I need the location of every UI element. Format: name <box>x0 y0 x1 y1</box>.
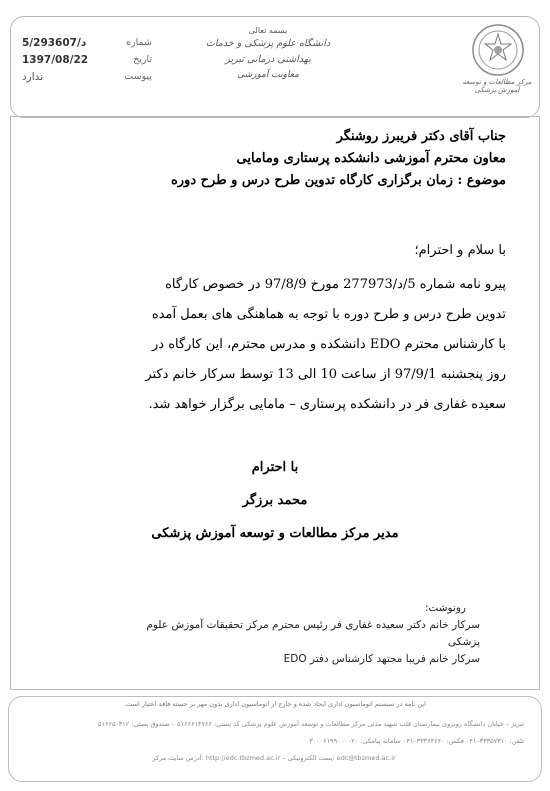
department-name: معاونت آموزشی <box>237 70 299 80</box>
letter-date-label: تاریخ <box>133 54 152 65</box>
letter-meta <box>22 34 152 85</box>
addressee-name: جناب آقای دکتر فریبرز روشنگر <box>336 129 506 144</box>
letterhead-calligraphy <box>188 26 348 82</box>
letter-date: 1397/08/22 <box>22 53 89 66</box>
attachment-value: ندارد <box>22 70 44 83</box>
paragraph-line: با کارشناس محترم EDO دانشکده و مدرس محترم، این کارگاه در <box>152 337 506 352</box>
addressee-block <box>66 126 506 192</box>
attachment-row <box>22 68 152 85</box>
footer-notice: این نامه در سیستم اتوماسیون اداری ایجاد شده و خارج از اتوماسیون اداری بدون مهر بر جسته فاقد اعتبار است. <box>124 700 426 708</box>
letter-number-row <box>22 34 152 51</box>
university-emblem-icon <box>470 22 526 78</box>
addressee-position: معاون محترم آموزشی دانشکده پرستاری ومامایی <box>236 151 506 166</box>
emblem-caption: مرکز مطالعات و توسعه آموزش پزشکی <box>462 78 532 94</box>
signatory-title: مدیر مرکز مطالعات و توسعه آموزش پزشکی <box>151 526 399 541</box>
cc-title: رونوشت: <box>424 602 466 614</box>
attachment-label: پیوست <box>124 71 152 82</box>
letter-number-label: شماره <box>126 37 152 48</box>
cc-block <box>60 600 480 668</box>
cc-line: سرکار خانم فریبا مجتهد کارشناس دفتر EDO <box>283 653 480 665</box>
paragraph-line: تدوین طرح درس و طرح دوره با توجه به هماهنگی های بعمل آمده <box>151 307 506 322</box>
paragraph-line: سعیده غفاری فر در دانشکده پرستاری – مامایی برگزار خواهد شد. <box>148 397 506 412</box>
signature-closing: با احترام <box>251 460 299 475</box>
signatory-name: محمد برزگر <box>242 493 308 508</box>
letter-paragraph <box>42 270 506 420</box>
cc-line: پزشکی <box>447 636 480 648</box>
university-name: دانشگاه علوم پزشکی و خدمات بهداشتی درمانی تبریز <box>205 38 331 65</box>
footer-phones: تلفن: ۳۳۳۵۷۳۱۰–۰۴۱ فکس: ۳۳۳۶۴۶۶۰–۰۴۱ سامانه پیامکی: ۳۰۰۰۶۱۹۹۰۰۰۰۲۰ <box>309 737 524 745</box>
letter-number: 5/293607/د <box>22 36 87 49</box>
greeting: با سلام و احترام؛ <box>414 243 506 258</box>
footer-address: تبریز – خیابان دانشگاه روبروی بیمارستان قلب شهید مدنی مرکز مطالعات و توسعه آموزش علوم پزشکی کد پستی: ۵۱۶۶۶۱۴۷۶۶ – صندوق پستی: ۳۱۲–۵۱۶۶۵ <box>98 720 524 728</box>
footer-web: آدرس سایت مرکز: http://edc.tbzmed.ac.ir – پست الکترونیکی: edc@tbzmed.ac.ir <box>152 754 396 762</box>
letter-date-row <box>22 51 152 68</box>
paragraph-line: روز پنجشنبه 97/9/1 از ساعت 10 الی 13 توسط سرکار خانم دکتر <box>145 367 506 382</box>
letter-subject: موضوع : زمان برگزاری کارگاه تدوین طرح درس و طرح دوره <box>170 173 506 188</box>
cc-line: سرکار خانم دکتر سعیده غفاری فر رئیس محترم مرکز تحقیقات آموزش علوم <box>146 619 480 631</box>
paragraph-line: پیرو نامه شماره 5/د/277973 مورخ 97/8/9 در خصوص کارگاه <box>165 277 506 292</box>
letterhead-top: بسمه تعالی <box>248 26 288 35</box>
